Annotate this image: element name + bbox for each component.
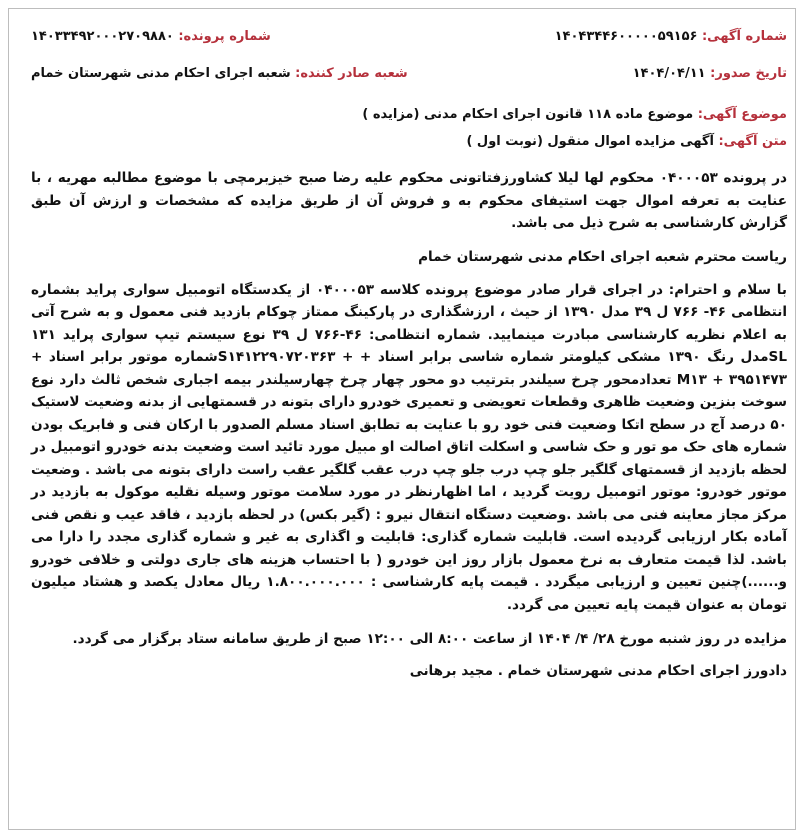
header-row-1	[31, 29, 787, 44]
notice-number-value: ۱۴۰۴۳۴۴۶۰۰۰۰۰۵۹۱۵۶	[554, 29, 698, 44]
notice-number-label: شماره آگهی:	[701, 29, 787, 44]
issuer	[31, 66, 408, 81]
header-row-2	[31, 66, 787, 81]
notice-number	[555, 29, 787, 44]
issuer-value: شعبه اجرای احکام مدنی شهرستان خمام	[31, 66, 291, 81]
notice-text-value: آگهی مزایده اموال منقول (نوبت اول )	[466, 134, 714, 149]
case-number	[31, 29, 271, 44]
addressee-heading: ریاست محترم شعبه اجرای احکام مدنی شهرستان خمام	[418, 248, 787, 265]
body-paragraph-2: با سلام و احترام: در اجرای قرار صادر موضوع پرونده کلاسه ۰۴۰۰۰۵۳ از یکدستگاه اتومبیل سواری پراید بشماره انتظامی ۴۶- ۷۶۶ ل ۳۹ مدل ۱۳۹۰ از حیث ، ارزشگذاری در پارکینگ ممتاز چوکام بازدید فنی معمول و به شرح آتی به اعلام نظریه کارشناسی مبادرت مینمایید. شماره انتظامی: ۴۶-۷۶۶ ل ۳۹ نوع سیستم تیپ سواری پراید ۱۳۱ SLمدل رنگ ۱۳۹۰ مشکی کیلومتر شماره شاسی برابر اسناد + + S۱۴۱۲۲۹۰۷۲۰۳۶۳شماره موتور برابر اسناد + ۳۹۵۱۴۷۳ + M۱۳ تعدادمحور چرخ سیلندر بترتیب دو محور چهار چرخ چهارسیلندر بیمه اجباری شخص ثالث دارد نوع سوخت بنزین وضعیت ظاهری وقطعات تعویضی و تعمیری خودرو دارای بتونه در قسمتهایی از بدنه وضعیت لاستیک ۵۰ درصد آج در سطح اتکا وضعیت فنی خود رو با عنایت به تطابق اسناد مسلم الصدور با ارکان فنی و فابریک بودن شماره های حک مو تور و حک شاسی و اسکلت اتاق اصالت او مبیل مورد تائید است وضعیت بدنه خودرو اتومبیل در لحظه بازدید از قسمتهای گلگیر جلو چپ درب جلو چپ درب عقب گلگیر عقب راست دارای بتونه می باشد . وضعیت موتور خودرو: موتور اتومبیل رویت گردید ، اما اظهارنظر در مورد سلامت موتور وسیله نقلیه موکول به بازدید در مرکز مجاز معاینه فنی می باشد .وضعیت دستگاه انتقال نیرو : (گیر بکس) در لحظه بازدید ، فاقد عیب و نقص فنی آماده بکار ارزیابی گردیده است. قابلیت شماره گذاری: قابلیت و اگذاری به غیر و شماره گذاری مجدد را دارا می باشد. لذا قیمت متعارف به نرخ معمول بازار روز این خودرو ( با احتساب هزینه های جاری دولتی و خلافی خودرو و......)چنین تعیین و ارزیابی میگردد . قیمت پایه کارشناسی : ۱.۸۰۰.۰۰۰.۰۰۰ ریال معادل یکصد و هشتاد میلیون تومان به عنوان قیمت پایه تعیین می گردد.	[31, 281, 788, 613]
notice-text-label: متن آگهی:	[718, 134, 787, 149]
case-number-value: ۱۴۰۳۳۴۹۲۰۰۰۲۷۰۹۸۸۰	[31, 29, 174, 44]
issue-date-label: تاریخ صدور:	[710, 66, 787, 81]
subject-label: موضوع آگهی:	[697, 107, 787, 122]
notice-frame	[8, 8, 796, 830]
body-paragraph-1: در پرونده ۰۴۰۰۰۵۳ محکوم لها لیلا کشاورزفتاتونی محکوم علیه رضا صبح خیزبرمچی با موضوع مطالبه مهریه ، با عنایت به تعرفه اموال جهت استیفای محکوم به و فروش آن از طریق مزایده که مشخصات و ارزش آن طبق گزارش کارشناسی به شرح ذیل می باشد.	[31, 170, 787, 231]
auction-schedule: مزایده در روز شنبه مورخ ۲۸/ ۴/ ۱۴۰۴ از ساعت ۸:۰۰ الی ۱۲:۰۰ صبح از طریق سامانه ستاد برگزار می گردد.	[72, 631, 787, 647]
notice-subject	[31, 107, 787, 122]
issuer-label: شعبه صادر کننده:	[295, 66, 408, 81]
notice-title	[31, 134, 787, 149]
case-number-label: شماره پرونده:	[178, 29, 271, 44]
signature: دادورز اجرای احکام مدنی شهرستان خمام . مجید برهانی	[409, 662, 787, 679]
subject-value: موضوع ماده ۱۱۸ قانون اجرای احکام مدنی (مزایده )	[362, 107, 694, 122]
issue-date-value: ۱۴۰۴/۰۴/۱۱	[632, 66, 706, 81]
notice-content	[31, 29, 787, 679]
issue-date	[633, 66, 787, 81]
